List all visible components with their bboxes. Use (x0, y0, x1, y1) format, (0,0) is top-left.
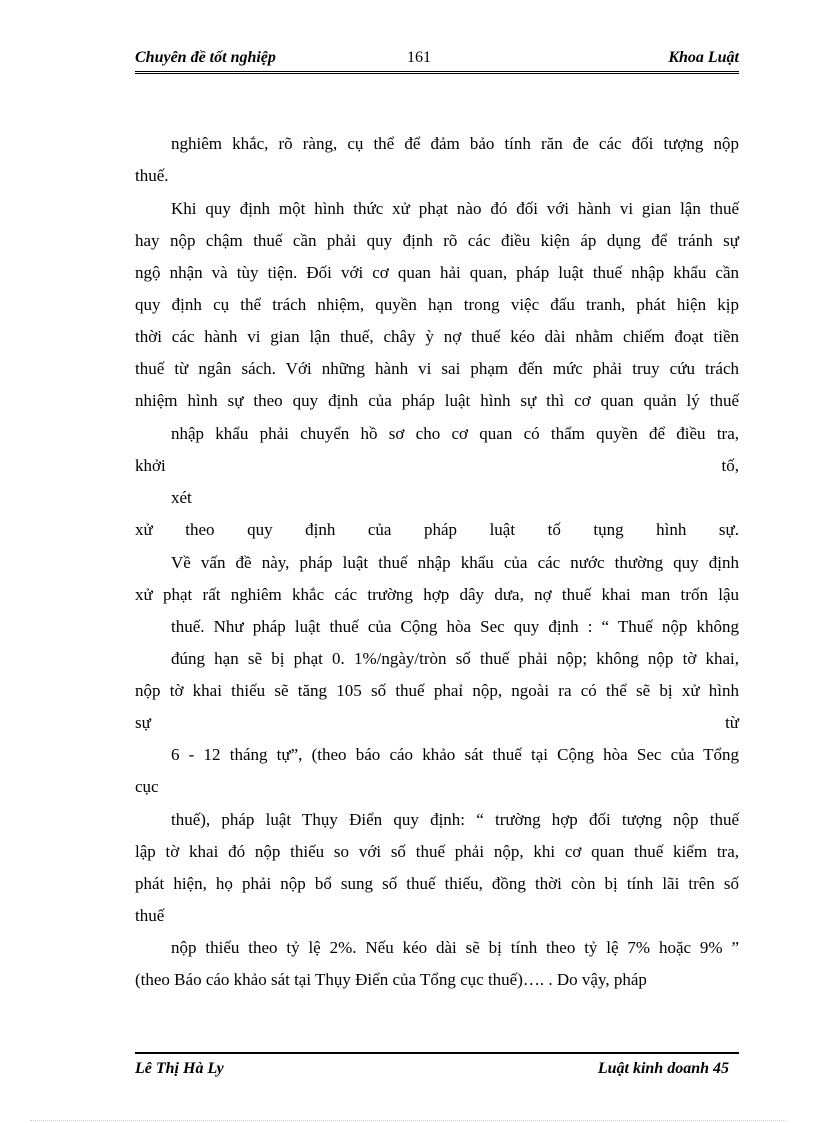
header-department: Khoa Luật (668, 49, 739, 66)
text-line (135, 713, 739, 735)
text-line: nhiệm hình sự theo quy định của pháp luật hình sự thì cơ quan quản lý thuế (135, 391, 739, 410)
page-edge-divider (30, 1120, 786, 1121)
text-line: đúng hạn sẽ bị phạt 0. 1%/ngày/tròn số thuế phải nộp; không nộp tờ khai, (171, 649, 739, 668)
text-line: thuế. Như pháp luật thuế của Cộng hòa Sec quy định : “ Thuế nộp không (171, 617, 739, 636)
text-line: thuế), pháp luật Thụy Điển quy định: “ trường hợp đối tượng nộp thuế (171, 810, 739, 829)
text-word: khởi (135, 456, 166, 475)
text-line: nộp tờ khai thiếu sẽ tăng 105 số thuế phaỉ nộp, ngoài ra có thể sẽ bị xử hình (135, 681, 739, 700)
course-label: Luật kinh doanh 45 (597, 1060, 729, 1077)
text-line: Khi quy định một hình thức xử phạt nào đó đối với hành vi gian lận thuế (171, 199, 739, 218)
page-footer (135, 1052, 739, 1084)
text-line: nghiêm khắc, rõ ràng, cụ thể để đảm bảo tính răn đe các đối tượng nộp (171, 134, 739, 153)
text-line: nộp thiếu theo tỷ lệ 2%. Nếu kéo dài sẽ bị tính theo tỷ lệ 7% hoặc 9% ” (171, 938, 739, 957)
text-line: xét (171, 488, 192, 507)
text-line: xử theo quy định của pháp luật tố tụng hình sự. (135, 520, 739, 539)
text-line: thuế từ ngân sách. Với những hành vi sai phạm đến mức phải truy cứu trách (135, 359, 739, 378)
text-line (135, 456, 739, 478)
text-line: lập tờ khai đó nộp thiếu so với số thuế phải nộp, khi cơ quan thuế kiểm tra, (135, 842, 739, 861)
text-line: 6 - 12 tháng tự”, (theo báo cáo khảo sát thuế tại Cộng hòa Sec của Tổng (171, 745, 739, 764)
author-name: Lê Thị Hà Ly (135, 1060, 224, 1077)
text-line: hay nộp chậm thuế cần phải quy định rõ các điều kiện áp dụng để tránh sự (135, 231, 739, 250)
text-line: xử phạt rất nghiêm khắc các trường hợp dây dưa, nợ thuế khai man trốn lậu (135, 585, 739, 604)
text-line: thuế (135, 906, 165, 925)
text-line: quy định cụ thể trách nhiệm, quyền hạn trong việc đấu tranh, phát hiện kịp (135, 295, 739, 314)
text-line: thuế. (135, 166, 169, 185)
text-word: sự (135, 713, 151, 732)
page-number: 161 (407, 49, 431, 66)
text-line: ngộ nhận và tùy tiện. Đối với cơ quan hải quan, pháp luật thuế nhập khẩu cần (135, 263, 739, 282)
page-header (135, 45, 739, 74)
text-line: phát hiện, họ phải nộp bổ sung số thuế thiếu, đồng thời còn bị tính lãi trên số (135, 874, 739, 893)
text-line: cục (135, 777, 159, 796)
header-title: Chuyên đề tốt nghiệp (135, 49, 276, 66)
text-word: tố, (721, 456, 739, 475)
text-line: (theo Báo cáo khảo sát tại Thụy Điển của Tổng cục thuế)…. . Do vậy, pháp (135, 970, 647, 989)
text-word: từ (725, 713, 739, 732)
text-line: Về vấn đề này, pháp luật thuế nhập khẩu của các nước thường quy định (171, 553, 739, 572)
text-line: thời các hành vi gian lận thuế, chây ỳ nợ thuế kéo dài nhằm chiếm đoạt tiền (135, 327, 739, 346)
text-line: nhập khẩu phải chuyển hồ sơ cho cơ quan có thẩm quyền để điều tra, (171, 424, 739, 443)
